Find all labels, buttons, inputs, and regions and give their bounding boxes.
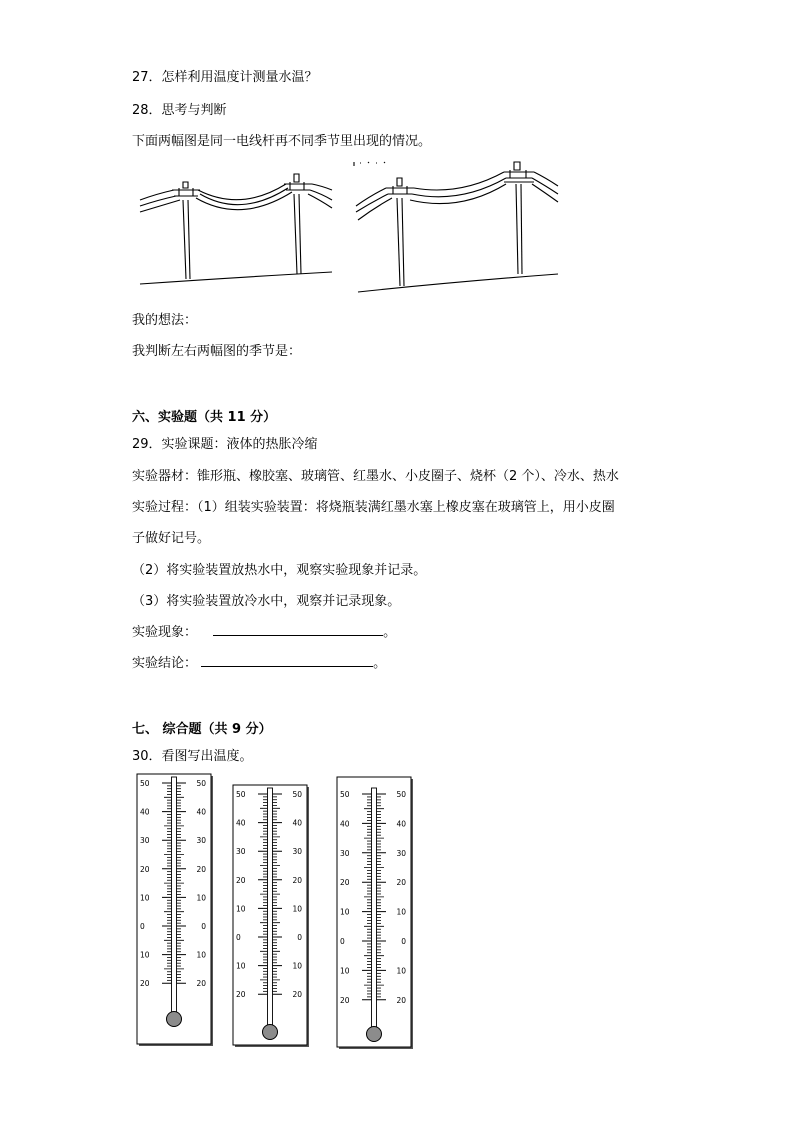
scale-label: 10	[196, 950, 206, 960]
scale-label: 20	[396, 878, 406, 888]
question-29-title: 29．实验课题：液体的热胀冷缩	[132, 437, 318, 452]
question-28-description: 下面两幅图是同一电线杆再不同季节里出现的情况。	[132, 134, 432, 149]
season-judgement-label: 我判断左右两幅图的季节是：	[132, 344, 302, 359]
scale-label: 10	[140, 893, 150, 903]
scale-label: 50	[196, 779, 206, 788]
scale-label: 20	[140, 979, 150, 989]
question-30-title: 30．看图写出温度。	[132, 749, 253, 764]
utility-pole-figure-right	[352, 156, 562, 296]
question-28-title: 28．思考与判断	[132, 103, 227, 118]
thermometer-tube	[172, 777, 177, 1015]
thermometer-1	[136, 773, 216, 1049]
scale-label: 40	[340, 819, 350, 829]
experiment-materials: 实验器材：锥形瓶、橡胶塞、玻璃管、红墨水、小皮圈子、烧杯（2 个）、冷水、热水	[132, 469, 619, 484]
conclusion-label: 实验结论：	[132, 656, 198, 671]
scale-label: 0	[201, 922, 206, 931]
phenomenon-answer-blank[interactable]	[213, 623, 383, 636]
conclusion-row	[132, 652, 386, 671]
scale-label: 0	[297, 933, 302, 942]
phenomenon-row	[132, 621, 396, 640]
phenomenon-label: 实验现象：	[132, 625, 198, 640]
scale-label: 30	[396, 848, 406, 858]
experiment-process-step-2: （2）将实验装置放热水中，观察实验现象并记录。	[132, 563, 427, 578]
scale-label: 10	[236, 904, 246, 914]
scale-label: 0	[401, 937, 406, 946]
scale-label: 10	[340, 907, 350, 917]
scale-label: 30	[292, 847, 302, 857]
scale-label: 20	[236, 875, 246, 885]
scale-label: 50	[236, 790, 246, 799]
period: 。	[383, 625, 397, 640]
scale-label: 40	[140, 807, 150, 817]
scale-label: 0	[340, 937, 345, 946]
thermometer-bulb	[263, 1025, 278, 1040]
thermometer-tube	[372, 788, 377, 1030]
utility-pole-figure-left	[136, 166, 336, 288]
scale-label: 10	[396, 907, 406, 917]
scale-label: 30	[140, 836, 150, 846]
section-6-heading: 六、实验题（共 11 分）	[132, 410, 277, 425]
scale-label: 10	[236, 961, 246, 971]
scale-label: 40	[396, 819, 406, 829]
scale-label: 20	[340, 995, 350, 1005]
scale-label: 20	[140, 864, 150, 874]
scale-label: 0	[236, 933, 241, 942]
section-7-heading: 七、 综合题（共 9 分）	[132, 722, 272, 737]
scale-label: 40	[292, 818, 302, 828]
scale-label: 50	[140, 779, 150, 788]
scale-label: 20	[196, 864, 206, 874]
scale-label: 20	[340, 878, 350, 888]
my-idea-label: 我的想法：	[132, 313, 198, 328]
scale-label: 50	[292, 790, 302, 799]
scale-label: 20	[236, 990, 246, 1000]
scale-label: 10	[140, 950, 150, 960]
thermometer-3	[336, 776, 416, 1052]
scale-label: 50	[396, 790, 406, 799]
scale-label: 10	[340, 966, 350, 976]
scale-label: 30	[236, 847, 246, 857]
scale-label: 20	[396, 995, 406, 1005]
conclusion-answer-blank[interactable]	[201, 654, 373, 667]
scale-label: 40	[236, 818, 246, 828]
thermometer-bulb	[167, 1012, 182, 1027]
scale-label: 20	[292, 990, 302, 1000]
thermometer-2	[232, 784, 312, 1050]
experiment-process-step-3: （3）将实验装置放冷水中，观察并记录现象。	[132, 594, 401, 609]
scale-label: 20	[292, 875, 302, 885]
experiment-process-step-1: 实验过程：（1）组装实验装置：将烧瓶装满红墨水塞上橡皮塞在玻璃管上，用小皮圈	[132, 500, 615, 515]
experiment-process-step-1-cont: 子做好记号。	[132, 531, 211, 546]
scale-label: 10	[196, 893, 206, 903]
scale-label: 40	[196, 807, 206, 817]
thermometer-tube	[268, 788, 273, 1028]
scale-label: 0	[140, 922, 145, 931]
scale-label: 50	[340, 790, 350, 799]
scale-label: 30	[340, 848, 350, 858]
question-27: 27．怎样利用温度计测量水温？	[132, 70, 318, 85]
scale-label: 10	[292, 904, 302, 914]
scale-label: 10	[396, 966, 406, 976]
scale-label: 30	[196, 836, 206, 846]
period: 。	[373, 656, 387, 671]
thermometer-bulb	[367, 1027, 382, 1042]
scale-label: 10	[292, 961, 302, 971]
scale-label: 20	[196, 979, 206, 989]
